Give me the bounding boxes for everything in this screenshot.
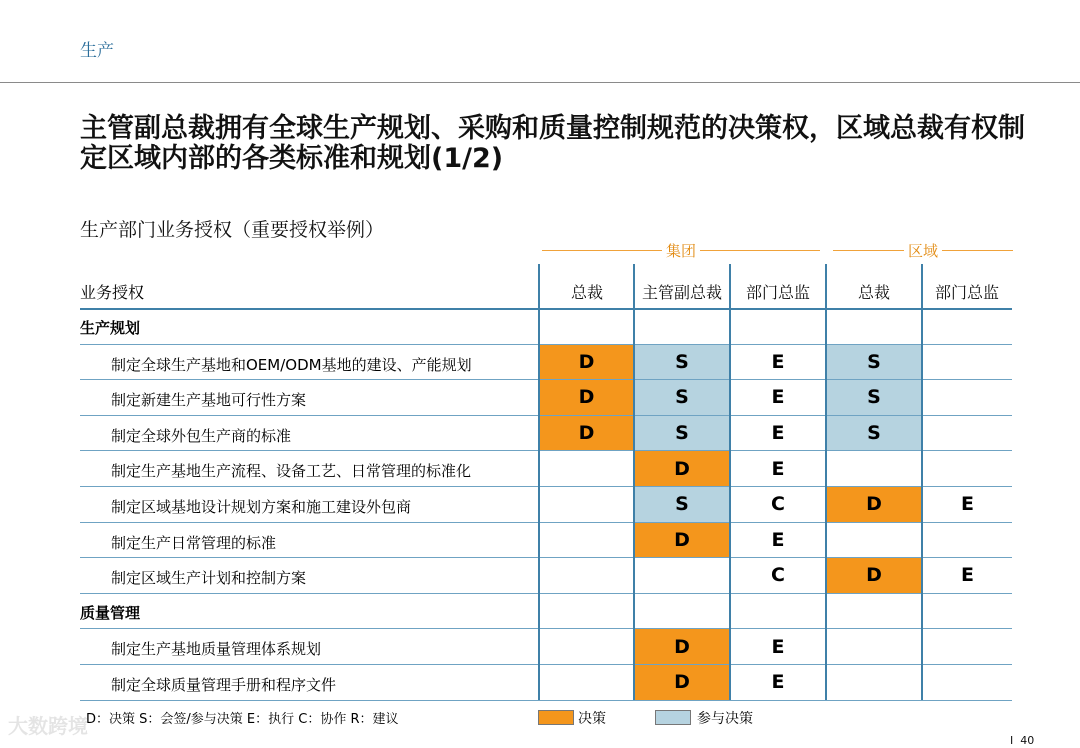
authority-cell: S — [827, 416, 921, 451]
page-title: 主管副总裁拥有全球生产规划、采购和质量控制规范的决策权，区域总裁有权制定区域内部的各类标准和规划(1/2) — [80, 113, 1025, 174]
authority-cell: C — [771, 493, 785, 516]
authority-cell: S — [827, 345, 921, 380]
authority-cell: S — [635, 380, 729, 415]
legend-decision-label: 决策 — [578, 711, 606, 727]
table-row — [0, 416, 1080, 451]
table-group-row — [0, 594, 1080, 629]
authority-cell: E — [771, 635, 785, 658]
authority-cell: E — [771, 386, 785, 409]
row-label: 制定新建生产基地可行性方案 — [111, 391, 307, 410]
group-title: 生产规划 — [80, 319, 141, 337]
row-label: 制定全球质量管理手册和程序文件 — [111, 676, 337, 694]
authority-cell — [540, 451, 633, 486]
row-label: 制定生产基地质量管理体系规划 — [111, 640, 322, 659]
group-label: 集团 — [662, 240, 700, 261]
row-label: 制定全球外包生产商的标准 — [111, 426, 292, 445]
authority-cell: C — [771, 564, 785, 587]
authority-cell: D — [540, 380, 633, 415]
legend-codes: D：决策 S：会签/参与决策 E：执行 C：协作 R：建议 — [86, 712, 399, 727]
authority-cell — [540, 487, 633, 522]
authority-cell — [540, 558, 633, 593]
authority-cell: D — [635, 629, 729, 664]
authority-cell: D — [540, 416, 633, 451]
table-group-row — [0, 309, 1080, 344]
authority-cell — [540, 523, 633, 558]
table-row — [0, 380, 1080, 415]
column-header: 总裁 — [857, 283, 890, 302]
column-header: 部门总监 — [745, 283, 810, 302]
authority-cell: D — [540, 345, 633, 380]
column-header: 主管副总裁 — [641, 283, 722, 302]
authority-cell: E — [771, 350, 785, 373]
column-divider — [633, 264, 635, 700]
authority-cell — [923, 380, 1012, 415]
table-row — [0, 345, 1080, 380]
row-label: 制定区域生产计划和控制方案 — [111, 569, 307, 588]
authority-cell: S — [635, 345, 729, 380]
authority-cell: D — [635, 523, 729, 558]
authority-cell — [540, 665, 633, 700]
page-marker: I — [1010, 734, 1014, 747]
authority-cell: E — [771, 422, 785, 445]
authority-cell: D — [635, 451, 729, 486]
row-divider — [80, 700, 1012, 701]
authority-cell — [923, 665, 1012, 700]
table-row — [0, 629, 1080, 664]
column-divider — [825, 264, 827, 700]
table-row — [0, 523, 1080, 558]
legend-participate-label: 参与决策 — [697, 711, 753, 727]
row-label: 制定区域基地设计规划方案和施工建设外包商 — [111, 498, 412, 516]
authority-cell: S — [635, 487, 729, 522]
page-number — [1010, 734, 1034, 747]
authority-cell — [923, 416, 1012, 451]
authority-cell — [923, 523, 1012, 558]
authority-cell: S — [827, 380, 921, 415]
table-row — [0, 487, 1080, 522]
group-label: 区域 — [904, 240, 942, 261]
authority-cell — [635, 558, 729, 593]
authority-cell: E — [961, 564, 974, 587]
authority-cell — [827, 523, 921, 558]
authority-cell: E — [771, 457, 785, 480]
authority-cell: E — [771, 528, 785, 551]
table-row — [0, 665, 1080, 700]
column-header: 部门总监 — [934, 283, 999, 302]
authority-cell — [923, 629, 1012, 664]
authority-cell: S — [635, 416, 729, 451]
column-divider — [538, 264, 540, 700]
watermark-logo: 大数跨境 — [8, 714, 88, 738]
group-title: 质量管理 — [80, 603, 141, 622]
legend-decision-swatch — [538, 710, 574, 725]
group-header-group — [542, 240, 820, 260]
table-subtitle: 生产部门业务授权（重要授权举例） — [80, 219, 385, 241]
row-label: 制定全球生产基地和OEM/ODM基地的建设、产能规划 — [111, 355, 472, 374]
page-number-value: 40 — [1020, 734, 1035, 747]
authority-cell: D — [827, 487, 921, 522]
legend-participate-swatch — [655, 710, 691, 725]
authority-cell — [923, 345, 1012, 380]
table-row — [0, 558, 1080, 593]
authority-cell: E — [771, 671, 785, 694]
column-divider — [729, 264, 731, 700]
authority-cell: D — [635, 665, 729, 700]
column-divider — [921, 264, 923, 700]
authority-cell: E — [961, 493, 974, 516]
group-header-region — [833, 240, 1013, 260]
table-row — [0, 451, 1080, 486]
top-divider — [0, 82, 1080, 83]
authority-cell — [827, 665, 921, 700]
authority-cell — [923, 451, 1012, 486]
authority-cell — [827, 451, 921, 486]
column-header: 总裁 — [570, 283, 603, 302]
row-header-label: 业务授权 — [80, 283, 145, 302]
row-label: 制定生产日常管理的标准 — [111, 533, 277, 552]
authority-cell — [827, 629, 921, 664]
row-label: 制定生产基地生产流程、设备工艺、日常管理的标准化 — [111, 462, 472, 481]
section-label: 生产 — [80, 41, 114, 61]
authority-cell: D — [827, 558, 921, 593]
authority-cell — [540, 629, 633, 664]
